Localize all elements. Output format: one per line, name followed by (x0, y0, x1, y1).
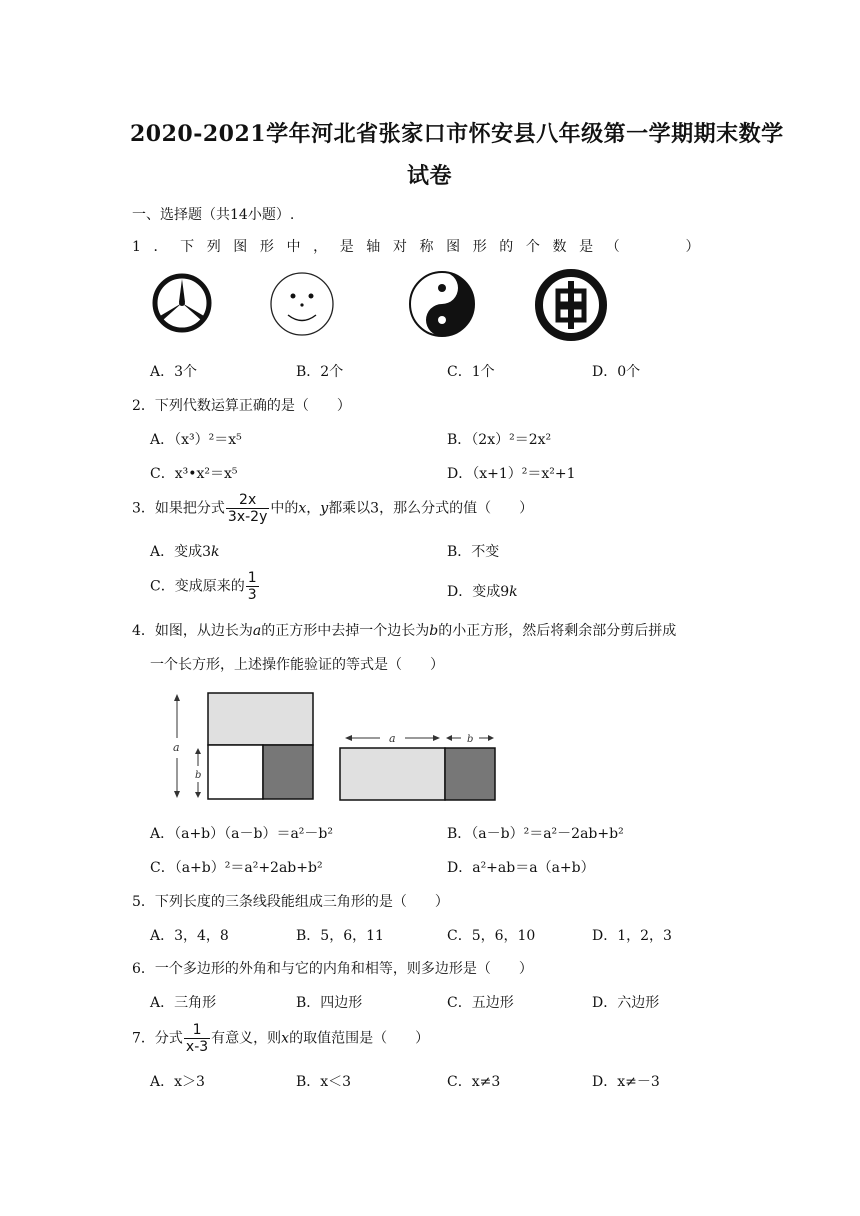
option-c: C．五边形 (447, 995, 514, 1011)
square-diagram (165, 688, 505, 808)
smiley-icon (268, 270, 336, 338)
fraction-numerator: 1 (192, 1022, 202, 1038)
question-4-line2: 一个长方形，上述操作能验证的等式是（ ） (150, 657, 444, 673)
option-d: D．六边形 (592, 995, 660, 1011)
option-d: D．（x+1）²＝x²+1 (447, 466, 576, 482)
option-a-text: A．变成3 (150, 544, 212, 560)
option-d: D．1，2，3 (592, 928, 672, 944)
option-b: B．不变 (447, 544, 500, 560)
option-a (150, 541, 220, 561)
question-number: 4． (132, 623, 155, 639)
question-number: 6． (132, 961, 155, 977)
fraction-denominator: x-3 (185, 1039, 209, 1055)
fraction (226, 492, 269, 525)
large-square-top-part (208, 693, 313, 745)
fraction-denominator: 3 (247, 587, 257, 603)
page-title-continued: 试卷 (407, 163, 453, 189)
variable-y: y (320, 500, 329, 517)
question-stem-tail: 都乘以3，那么分式的值（ ） (328, 500, 534, 517)
fraction (184, 1022, 210, 1055)
option-c: C．x³•x²＝x⁵ (150, 466, 238, 482)
label-a-top: a (389, 732, 396, 745)
question-6 (132, 958, 533, 978)
question-stem: 分式 (154, 1030, 183, 1047)
small-square (263, 745, 313, 799)
variable-x: x (281, 1030, 290, 1047)
option-d: D．a²+ab＝a（a+b） (447, 860, 595, 876)
mercedes-icon (151, 272, 213, 334)
variable-k: k (211, 544, 220, 560)
option-b: B．5，6，11 (296, 928, 384, 944)
question-number: 5． (132, 894, 155, 910)
option-d: D．0个 (592, 364, 641, 380)
question-number: 7． (132, 1030, 155, 1047)
variable-b: b (429, 623, 439, 639)
question-4 (132, 620, 676, 640)
yin-yang-icon (407, 269, 477, 339)
option-b: B．四边形 (296, 995, 363, 1011)
option-c-text: C．变成原来的 (150, 578, 245, 595)
option-b: B．x＜3 (296, 1074, 352, 1090)
separator: ， (306, 500, 321, 517)
question-7 (132, 1022, 429, 1055)
question-stem-text: 的正方形中去掉一个边长为 (261, 623, 430, 639)
rearranged-rect-b (445, 748, 495, 800)
section-heading: 一、选择题（共14小题）. (132, 207, 295, 223)
option-d-text: D．变成9 (447, 584, 510, 600)
option-c: C．5，6，10 (447, 928, 536, 944)
option-b: B．2个 (296, 364, 344, 380)
option-c: C．1个 (447, 364, 495, 380)
question-stem-text: 有意义，则 (211, 1030, 282, 1047)
option-a: A．（a+b）（a－b）＝a²－b² (150, 826, 333, 842)
label-b: b (195, 770, 202, 781)
question-1 (132, 236, 712, 256)
white-rect (208, 745, 263, 799)
question-stem: 下列代数运算正确的是（ ） (154, 398, 351, 414)
question-5 (132, 891, 449, 911)
question-number: 3． (132, 500, 155, 517)
option-b: B．（2x）²＝2x² (447, 432, 552, 448)
option-c: C．（a+b）²＝a²+2ab+b² (150, 860, 323, 876)
variable-x: x (298, 500, 307, 517)
fraction-denominator: 3x-2y (227, 509, 268, 525)
label-a: a (173, 741, 180, 754)
question-stem: 一个多边形的外角和与它的内角和相等，则多边形是（ ） (154, 961, 533, 977)
option-a: A．（x³）²＝x⁵ (150, 432, 242, 448)
option-d: D．x≠－3 (592, 1074, 660, 1090)
label-b-top: b (467, 734, 474, 745)
option-a: A．x＞3 (150, 1074, 205, 1090)
option-c: C．x≠3 (447, 1074, 501, 1090)
variable-a: a (252, 623, 262, 639)
question-number: 1． (132, 239, 181, 255)
question-stem: 下列图形中，是轴对称图形的个数是（ ） (180, 239, 713, 255)
question-3 (132, 492, 533, 525)
question-stem: 下列长度的三条线段能组成三角形的是（ ） (154, 894, 449, 910)
fraction (246, 570, 259, 603)
rearranged-rect-a (340, 748, 445, 800)
question-2 (132, 395, 351, 415)
variable-k: k (509, 584, 518, 600)
option-b: B．（a－b）²＝a²－2ab+b² (447, 826, 624, 842)
page-title: 2020-2021学年河北省张家口市怀安县八年级第一学期期末数学 (130, 121, 784, 147)
fraction-numerator: 1 (247, 570, 257, 586)
option-d (447, 581, 518, 601)
fraction-numerator: 2x (239, 492, 257, 508)
question-stem-tail: 的小正方形，然后将剩余部分剪后拼成 (438, 623, 677, 639)
option-a: A．3个 (150, 364, 198, 380)
question-stem-tail: 的取值范围是（ ） (289, 1030, 430, 1047)
option-a: A．三角形 (150, 995, 217, 1011)
question-stem: 如图，从边长为 (154, 623, 253, 639)
bank-coin-icon (535, 269, 607, 341)
option-c (150, 570, 260, 603)
question-stem-text: 中的 (270, 500, 299, 517)
question-number: 2． (132, 398, 155, 414)
question-stem: 如果把分式 (154, 500, 225, 517)
option-a: A．3，4，8 (150, 928, 229, 944)
